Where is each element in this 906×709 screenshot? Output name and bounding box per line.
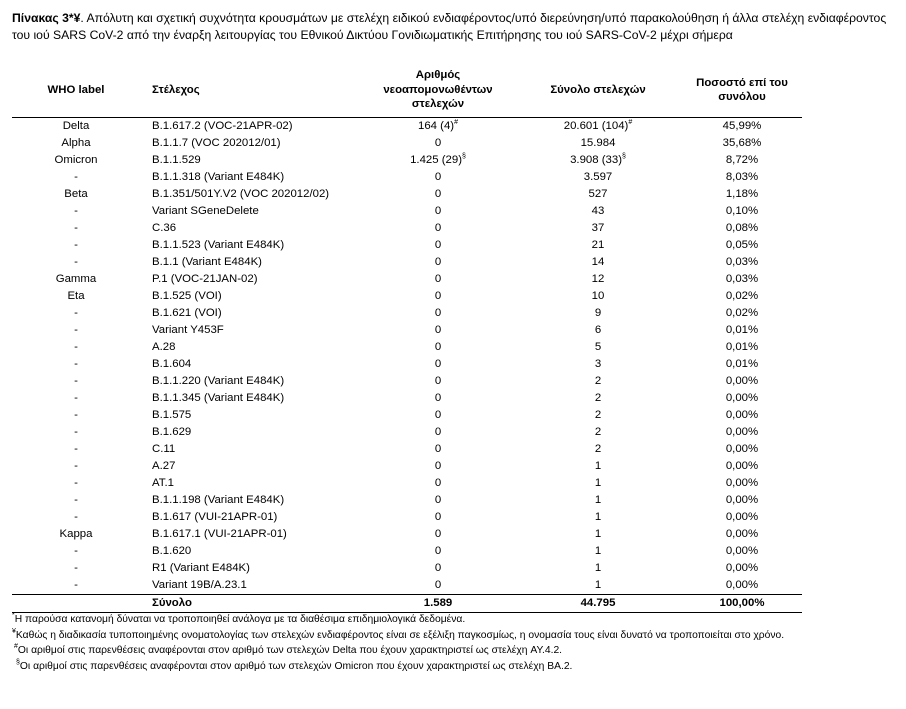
cell-new-isolates [362, 322, 514, 339]
cell-who-label: - [74, 494, 78, 506]
table-row [12, 492, 802, 509]
cell-total-strains [514, 288, 682, 305]
table-row [12, 152, 802, 169]
cell-total-strains [514, 305, 682, 322]
table-row [12, 237, 802, 254]
cell-total-value: 1 [594, 545, 602, 557]
table-row [12, 424, 802, 441]
cell-total-strains [514, 152, 682, 169]
table-row [12, 169, 802, 186]
cell-new-isolates [362, 271, 514, 288]
cell-total-value: 2 [594, 409, 602, 421]
cell-total-strains [514, 441, 682, 458]
cell-who-label: - [74, 426, 78, 438]
cell-new-value: 0 [434, 528, 442, 540]
caption-label: Πίνακας 3*¥ [12, 11, 81, 25]
cell-percentage: 8,03% [725, 171, 759, 183]
cell-strain: Variant Y453F [152, 324, 224, 336]
cell-strain: A.27 [152, 460, 176, 472]
cell-strain: B.1.1.523 (Variant E484K) [152, 239, 285, 251]
footnote [12, 643, 792, 659]
cell-percentage: 0,00% [725, 477, 759, 489]
cell-strain: B.1.1.7 (VOC 202012/01) [152, 137, 281, 149]
cell-new-value: 0 [434, 222, 442, 234]
cell-who-label: - [74, 443, 78, 455]
cell-strain: C.36 [152, 222, 177, 234]
cell-total-value: 527 [588, 188, 608, 200]
cell-new-value: 0 [434, 426, 442, 438]
total-new: 1.589 [362, 595, 514, 613]
cell-percentage: 0,00% [725, 443, 759, 455]
cell-total-strains [514, 543, 682, 560]
cell-total-value: 1 [594, 460, 602, 472]
cell-new-value: 0 [434, 443, 442, 455]
cell-total-strains [514, 390, 682, 407]
cell-who-label: Eta [67, 290, 85, 302]
cell-who-label: - [74, 307, 78, 319]
cell-total-value: 12 [591, 273, 605, 285]
cell-percentage: 0,00% [725, 494, 759, 506]
cell-new-isolates [362, 356, 514, 373]
cell-new-value: 0 [434, 239, 442, 251]
cell-new-isolates [362, 152, 514, 169]
cell-new-value: 0 [434, 494, 442, 506]
cell-strain: B.1.621 (VOI) [152, 307, 222, 319]
cell-strain: B.1.1.318 (Variant E484K) [152, 171, 285, 183]
cell-strain: B.1.604 [152, 358, 192, 370]
cell-who-label: - [74, 205, 78, 217]
table-row [12, 254, 802, 271]
cell-percentage: 0,00% [725, 528, 759, 540]
cell-strain: A.28 [152, 341, 176, 353]
cell-who-label: - [74, 375, 78, 387]
cell-strain: B.1.617.2 (VOC-21APR-02) [152, 120, 293, 132]
cell-who-label: Kappa [59, 528, 93, 540]
cell-percentage: 1,18% [725, 188, 759, 200]
cell-total-strains [514, 560, 682, 577]
cell-total-value: 6 [594, 324, 602, 336]
cell-strain: B.1.1.529 [152, 154, 201, 166]
cell-new-footnote-mark: # [454, 119, 458, 126]
cell-new-isolates [362, 543, 514, 560]
cell-total-value: 1 [594, 511, 602, 523]
table-row [12, 186, 802, 203]
cell-total-value: 2 [594, 426, 602, 438]
cell-total-value: 43 [591, 205, 605, 217]
cell-strain: R1 (Variant E484K) [152, 562, 250, 574]
table-row [12, 203, 802, 220]
cell-new-isolates [362, 305, 514, 322]
table-header-row [12, 63, 802, 118]
footnote [12, 628, 792, 644]
table-caption [12, 10, 894, 44]
cell-who-label: - [74, 477, 78, 489]
header-total-strains: Σύνολο στελεχών [514, 63, 682, 118]
table-row [12, 118, 802, 136]
cell-percentage: 0,02% [725, 290, 759, 302]
cell-percentage: 8,72% [725, 154, 759, 166]
cell-who-label: - [74, 392, 78, 404]
cell-who-label: Gamma [55, 273, 97, 285]
cell-total-value: 2 [594, 443, 602, 455]
cell-total-strains [514, 271, 682, 288]
header-who-label: WHO label [12, 63, 140, 118]
cell-total-value: 15.984 [580, 137, 616, 149]
table-row [12, 407, 802, 424]
cell-new-value: 0 [434, 392, 442, 404]
cell-new-value: 0 [434, 545, 442, 557]
cell-total-strains [514, 373, 682, 390]
cell-percentage: 0,01% [725, 358, 759, 370]
table-row [12, 475, 802, 492]
cell-who-label: Omicron [54, 154, 98, 166]
cell-total-value: 37 [591, 222, 605, 234]
footnote [12, 659, 792, 675]
table-row [12, 288, 802, 305]
cell-strain: B.1.575 [152, 409, 192, 421]
cell-new-value: 0 [434, 511, 442, 523]
cell-who-label: - [74, 222, 78, 234]
cell-new-value: 0 [434, 256, 442, 268]
total-label: Σύνολο [140, 595, 362, 613]
cell-percentage: 0,02% [725, 307, 759, 319]
cell-new-value: 0 [434, 273, 442, 285]
table-row [12, 560, 802, 577]
cell-new-value: 0 [434, 290, 442, 302]
cell-who-label: - [74, 579, 78, 591]
cell-new-value: 0 [434, 562, 442, 574]
cell-who-label: Alpha [61, 137, 91, 149]
header-new-isolates: Αριθμός νεοαπομονωθέντων στελεχών [362, 63, 514, 118]
cell-percentage: 0,01% [725, 341, 759, 353]
cell-who-label: - [74, 511, 78, 523]
cell-percentage: 0,00% [725, 426, 759, 438]
cell-total-strains [514, 458, 682, 475]
cell-total-value: 20.601 (104) [563, 120, 629, 132]
cell-total-value: 1 [594, 494, 602, 506]
footnote-text: Οι αριθμοί στις παρενθέσεις αναφέρονται στον αριθμό των στελεχών Delta που έχουν χαρακτηριστεί ως στελέχη AY.4.2. [17, 645, 563, 656]
cell-percentage: 0,00% [725, 579, 759, 591]
cell-total-value: 10 [591, 290, 605, 302]
cell-total-value: 2 [594, 392, 602, 404]
cell-total-strains [514, 407, 682, 424]
cell-total-value: 14 [591, 256, 605, 268]
cell-new-value: 0 [434, 324, 442, 336]
table-row [12, 390, 802, 407]
footnote-mark: # [14, 643, 18, 650]
cell-new-isolates [362, 254, 514, 271]
cell-new-isolates [362, 526, 514, 543]
cell-new-isolates [362, 339, 514, 356]
table-row [12, 305, 802, 322]
cell-total-strains [514, 186, 682, 203]
table-body [12, 118, 802, 595]
cell-new-isolates [362, 509, 514, 526]
cell-total-strains [514, 339, 682, 356]
cell-new-isolates [362, 186, 514, 203]
cell-new-isolates [362, 169, 514, 186]
cell-strain: P.1 (VOC-21JAN-02) [152, 273, 258, 285]
cell-total-value: 5 [594, 341, 602, 353]
table-row [12, 373, 802, 390]
cell-percentage: 0,05% [725, 239, 759, 251]
cell-new-isolates [362, 560, 514, 577]
cell-who-label: - [74, 256, 78, 268]
cell-total-value: 1 [594, 477, 602, 489]
cell-total-footnote-mark: § [622, 153, 626, 160]
cell-total-strains [514, 577, 682, 595]
cell-strain: Variant 19B/A.23.1 [152, 579, 247, 591]
header-percentage: Ποσοστό επί του συνόλου [682, 63, 802, 118]
total-total: 44.795 [514, 595, 682, 613]
cell-new-value: 0 [434, 137, 442, 149]
cell-new-isolates [362, 577, 514, 595]
cell-who-label: Delta [62, 120, 90, 132]
cell-total-value: 1 [594, 528, 602, 540]
table-row [12, 339, 802, 356]
total-row [12, 595, 802, 613]
cell-strain: B.1.1.198 (Variant E484K) [152, 494, 285, 506]
footnote-text: Καθώς η διαδικασία τυποποιημένης ονοματολογίας των στελεχών ενδιαφέροντος είναι σε εξέλιξη παγκοσμίως, η ονομασία τους είναι δυνατό να τροποποιείται στο χρόνο. [15, 629, 785, 641]
cell-new-isolates [362, 424, 514, 441]
cell-new-isolates [362, 118, 514, 136]
total-pct: 100,00% [682, 595, 802, 613]
cell-who-label: - [74, 409, 78, 421]
cell-strain: Variant SGeneDelete [152, 205, 259, 217]
footnote-text: Οι αριθμοί στις παρενθέσεις αναφέρονται στον αριθμό των στελεχών Omicron που έχουν χαρακτηριστεί ως στελέχη BA.2. [19, 660, 573, 672]
cell-total-strains [514, 135, 682, 152]
cell-total-strains [514, 475, 682, 492]
table-row [12, 220, 802, 237]
cell-strain: B.1.1 (Variant E484K) [152, 256, 262, 268]
cell-total-value: 21 [591, 239, 605, 251]
cell-total-strains [514, 118, 682, 136]
cell-percentage: 0,01% [725, 324, 759, 336]
cell-who-label: - [74, 358, 78, 370]
cell-total-strains [514, 526, 682, 543]
cell-percentage: 35,68% [722, 137, 762, 149]
footnotes [12, 612, 792, 674]
cell-total-value: 1 [594, 562, 602, 574]
cell-strain: B.1.1.220 (Variant E484K) [152, 375, 285, 387]
footnote-mark: § [16, 658, 20, 666]
cell-strain: AT.1 [152, 477, 174, 489]
cell-percentage: 0,00% [725, 460, 759, 472]
cell-new-isolates [362, 373, 514, 390]
caption-text: . Απόλυτη και σχετική συχνότητα κρουσμάτων με στελέχη ειδικού ενδιαφέροντος/υπό διερεύνηση/υπό παρακολούθηση ή άλλα στελέχη ενδιαφέροντος του ιού SARS CoV-2 από την έναρξη λειτουργίας του Εθνικού Δικτύου Γονιδιωματικής Επιτήρησης του ιού SARS-CoV-2 μέχρι σήμερα [12, 11, 887, 42]
table-row [12, 509, 802, 526]
cell-new-isolates [362, 492, 514, 509]
cell-new-isolates [362, 220, 514, 237]
cell-strain: B.1.617.1 (VUI-21APR-01) [152, 528, 287, 540]
cell-percentage: 0,03% [725, 256, 759, 268]
cell-who-label: - [74, 545, 78, 557]
cell-strain: B.1.351/501Y.V2 (VOC 202012/02) [152, 188, 330, 200]
cell-total-strains [514, 322, 682, 339]
cell-total-value: 3 [594, 358, 602, 370]
cell-who-label: - [74, 324, 78, 336]
header-strain: Στέλεχος [140, 63, 362, 118]
variants-table [12, 63, 802, 613]
cell-new-value: 0 [434, 460, 442, 472]
table-row [12, 135, 802, 152]
cell-new-value: 0 [434, 409, 442, 421]
cell-total-strains [514, 424, 682, 441]
table-row [12, 441, 802, 458]
footnote-mark: ¥ [12, 627, 16, 635]
cell-percentage: 0,00% [725, 545, 759, 557]
table-row [12, 356, 802, 373]
cell-who-label: - [74, 562, 78, 574]
cell-strain: B.1.525 (VOI) [152, 290, 222, 302]
cell-who-label: - [74, 239, 78, 251]
cell-total-strains [514, 169, 682, 186]
cell-who-label: - [74, 460, 78, 472]
cell-new-isolates [362, 135, 514, 152]
cell-total-value: 2 [594, 375, 602, 387]
cell-percentage: 0,00% [725, 375, 759, 387]
cell-percentage: 0,00% [725, 511, 759, 523]
cell-new-isolates [362, 407, 514, 424]
cell-total-strains [514, 203, 682, 220]
cell-new-isolates [362, 458, 514, 475]
cell-new-value: 0 [434, 579, 442, 591]
cell-percentage: 0,08% [725, 222, 759, 234]
cell-new-isolates [362, 390, 514, 407]
cell-total-strains [514, 254, 682, 271]
footnote-mark: * [12, 612, 15, 619]
cell-new-isolates [362, 203, 514, 220]
footnote-text: Η παρούσα κατανομή δύναται να τροποποιηθεί ανάλογα με τα διαθέσιμα επιδημιολογικά δεδομένα. [14, 614, 466, 625]
cell-total-strains [514, 356, 682, 373]
cell-total-value: 1 [594, 579, 602, 591]
cell-percentage: 0,00% [725, 562, 759, 574]
table-row [12, 526, 802, 543]
cell-new-isolates [362, 237, 514, 254]
cell-total-value: 9 [594, 307, 602, 319]
cell-strain: B.1.617 (VUI-21APR-01) [152, 511, 278, 523]
cell-new-value: 0 [434, 307, 442, 319]
cell-new-value: 0 [434, 188, 442, 200]
cell-new-value: 0 [434, 205, 442, 217]
cell-percentage: 0,10% [725, 205, 759, 217]
cell-new-value: 164 (4) [418, 120, 455, 132]
total-who-cell [12, 595, 140, 613]
table-row [12, 458, 802, 475]
cell-total-strains [514, 220, 682, 237]
cell-strain: B.1.1.345 (Variant E484K) [152, 392, 285, 404]
cell-total-footnote-mark: # [628, 119, 633, 126]
cell-new-footnote-mark: § [462, 153, 466, 160]
cell-new-isolates [362, 441, 514, 458]
cell-total-strains [514, 237, 682, 254]
cell-total-value: 3.908 (33) [570, 154, 623, 166]
cell-new-isolates [362, 475, 514, 492]
cell-total-strains [514, 509, 682, 526]
cell-strain: B.1.629 [152, 426, 192, 438]
cell-percentage: 0,00% [725, 409, 759, 421]
cell-new-value: 0 [434, 358, 442, 370]
cell-who-label: Beta [64, 188, 88, 200]
table-row [12, 322, 802, 339]
table-row [12, 271, 802, 288]
cell-total-value: 3.597 [583, 171, 613, 183]
cell-percentage: 0,03% [725, 273, 759, 285]
cell-new-value: 0 [434, 171, 442, 183]
cell-new-value: 0 [434, 341, 442, 353]
cell-new-value: 0 [434, 375, 442, 387]
table-row [12, 577, 802, 595]
cell-percentage: 0,00% [725, 392, 759, 404]
cell-total-strains [514, 492, 682, 509]
cell-percentage: 45,99% [722, 120, 762, 132]
cell-who-label: - [74, 341, 78, 353]
table-row [12, 543, 802, 560]
cell-who-label: - [74, 171, 78, 183]
cell-strain: C.11 [152, 443, 176, 455]
cell-new-value: 1.425 (29) [410, 154, 463, 166]
footnote [12, 612, 792, 628]
cell-strain: B.1.620 [152, 545, 192, 557]
cell-new-isolates [362, 288, 514, 305]
cell-new-value: 0 [434, 477, 442, 489]
